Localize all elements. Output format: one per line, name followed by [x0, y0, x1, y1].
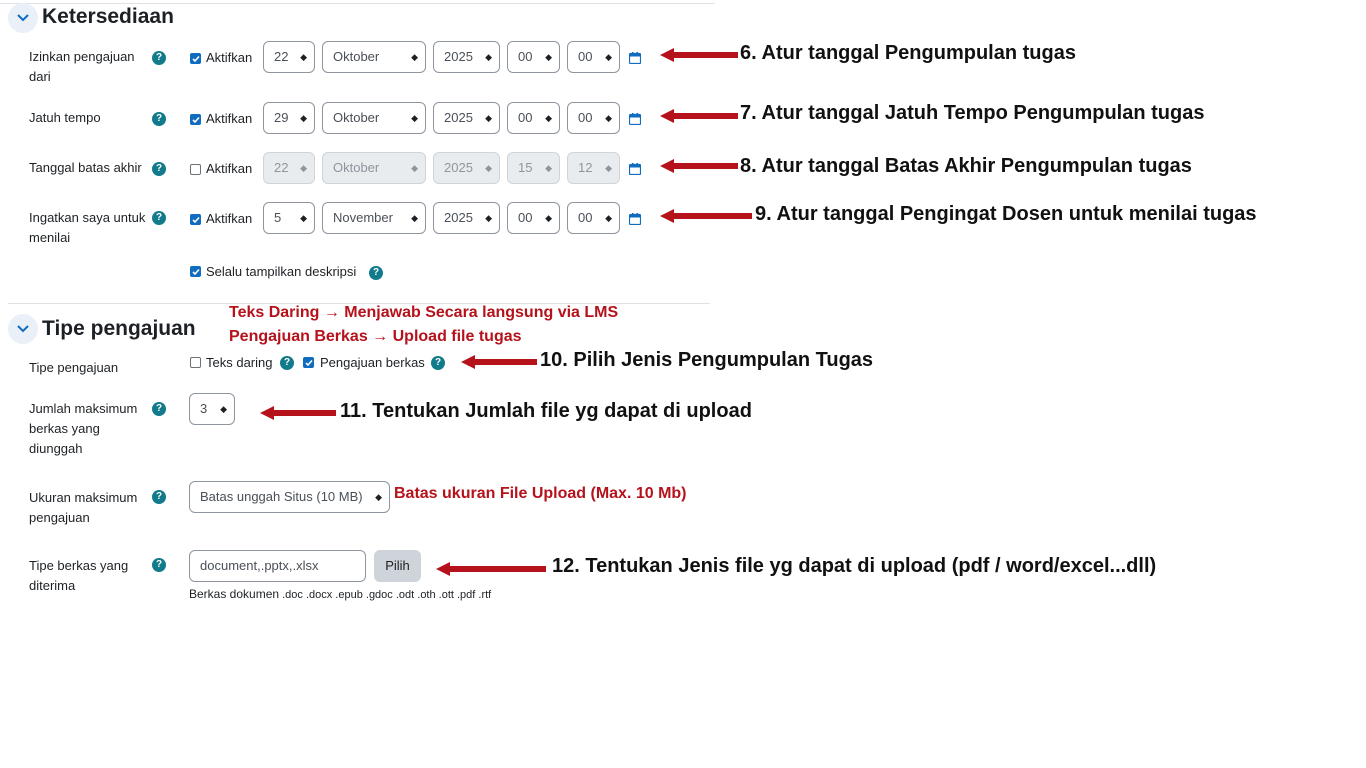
sort-arrows-icon: ◆	[220, 404, 227, 414]
sort-arrows-icon: ◆	[485, 52, 492, 62]
enable-checkbox[interactable]	[190, 214, 201, 225]
help-icon[interactable]: ?	[280, 356, 294, 370]
hour-value: 00	[518, 110, 533, 125]
sort-arrows-icon: ◆	[300, 213, 307, 223]
month-select[interactable]	[322, 41, 426, 73]
help-icon[interactable]: ?	[152, 490, 166, 504]
year-value: 2025	[444, 160, 473, 175]
year-select[interactable]	[433, 202, 500, 234]
help-icon[interactable]: ?	[152, 112, 166, 126]
annotation-6: 6. Atur tanggal Pengumpulan tugas	[740, 42, 1076, 64]
max-files-value: 3	[200, 401, 208, 416]
month-select[interactable]	[322, 152, 426, 184]
day-value: 22	[274, 49, 289, 64]
annotation-7: 7. Atur tanggal Jatuh Tempo Pengumpulan tugas	[740, 102, 1205, 124]
top-divider	[0, 3, 715, 4]
chevron-down-icon	[17, 14, 29, 22]
max-size-select[interactable]	[189, 481, 390, 513]
teks-daring-label: Teks daring	[206, 355, 273, 370]
section-toggle-ketersediaan[interactable]	[8, 3, 38, 33]
sort-arrows-icon: ◆	[545, 52, 552, 62]
help-icon[interactable]: ?	[152, 162, 166, 176]
chevron-down-icon	[17, 325, 29, 333]
max-size-label: Ukuran maksimum pengajuan	[29, 490, 138, 525]
minute-value: 00	[578, 110, 593, 125]
calendar-icon[interactable]	[629, 113, 641, 125]
sort-arrows-icon: ◆	[485, 113, 492, 123]
annotation-9: 9. Atur tanggal Pengingat Dosen untuk menilai tugas	[755, 203, 1257, 225]
minute-value: 12	[578, 160, 593, 175]
max-files-select[interactable]	[189, 393, 235, 425]
sort-arrows-icon: ◆	[485, 213, 492, 223]
arrow-left-icon	[660, 48, 738, 62]
minute-value: 00	[578, 210, 593, 225]
enable-label: Aktifkan	[206, 161, 253, 176]
max-files-label: Jumlah maksimum berkas yang diunggah	[29, 401, 138, 456]
minute-value: 00	[578, 49, 593, 64]
enable-label: Aktifkan	[206, 111, 253, 126]
hour-select[interactable]	[507, 41, 560, 73]
file-types-prefix: Berkas dokumen	[189, 587, 280, 601]
enable-checkbox[interactable]	[190, 164, 201, 175]
hour-value: 00	[518, 210, 533, 225]
year-value: 2025	[444, 49, 473, 64]
year-value: 2025	[444, 210, 473, 225]
date-row-label: Jatuh tempo	[29, 110, 101, 125]
calendar-icon[interactable]	[629, 213, 641, 225]
sort-arrows-icon: ◆	[300, 113, 307, 123]
day-select[interactable]	[263, 152, 315, 184]
section-title-tipe-pengajuan: Tipe pengajuan	[42, 317, 196, 340]
year-value: 2025	[444, 110, 473, 125]
hour-select[interactable]	[507, 102, 560, 134]
date-row-label: Izinkan pengajuan dari	[29, 49, 135, 84]
check-icon	[305, 359, 313, 367]
minute-select[interactable]	[567, 152, 620, 184]
help-icon[interactable]: ?	[431, 356, 445, 370]
annotation-10: 10. Pilih Jenis Pengumpulan Tugas	[540, 349, 874, 371]
annotation-11: 11. Tentukan Jumlah file yg dapat di upload	[340, 400, 752, 422]
day-value: 5	[274, 210, 282, 225]
annotation-max-size: Batas ukuran File Upload (Max. 10 Mb)	[394, 485, 687, 502]
max-size-value: Batas unggah Situs (10 MB)	[200, 489, 363, 504]
date-row-label: Tanggal batas akhir	[29, 160, 142, 175]
day-value: 29	[274, 110, 289, 125]
enable-label: Aktifkan	[206, 211, 253, 226]
help-icon[interactable]: ?	[152, 51, 166, 65]
sort-arrows-icon: ◆	[545, 213, 552, 223]
arrow-left-icon	[461, 355, 537, 369]
sort-arrows-icon: ◆	[605, 163, 612, 173]
help-icon[interactable]: ?	[369, 266, 383, 280]
minute-select[interactable]	[567, 202, 620, 234]
section-toggle-tipe-pengajuan[interactable]	[8, 314, 38, 344]
sort-arrows-icon: ◆	[605, 113, 612, 123]
check-icon	[192, 55, 200, 63]
sort-arrows-icon: ◆	[375, 492, 382, 502]
hour-select[interactable]	[507, 202, 560, 234]
date-row-label: Ingatkan saya untuk menilai	[29, 210, 146, 245]
hour-value: 00	[518, 49, 533, 64]
sort-arrows-icon: ◆	[411, 213, 418, 223]
arrow-left-icon	[660, 209, 752, 223]
help-icon[interactable]: ?	[152, 211, 166, 225]
month-value: Oktober	[333, 110, 380, 125]
year-select[interactable]	[433, 152, 500, 184]
pengajuan-berkas-checkbox[interactable]	[303, 357, 314, 368]
enable-checkbox[interactable]	[190, 53, 201, 64]
sort-arrows-icon: ◆	[300, 163, 307, 173]
sort-arrows-icon: ◆	[411, 163, 418, 173]
sort-arrows-icon: ◆	[485, 163, 492, 173]
day-value: 22	[274, 160, 289, 175]
arrow-left-icon	[660, 109, 738, 123]
sort-arrows-icon: ◆	[411, 113, 418, 123]
day-select[interactable]	[263, 102, 315, 134]
month-value: November	[333, 210, 393, 225]
check-icon	[192, 216, 200, 224]
calendar-icon[interactable]	[629, 52, 641, 64]
annotation-pengajuan-berkas: Pengajuan Berkas → Upload file tugas	[229, 328, 522, 345]
year-select[interactable]	[433, 102, 500, 134]
sort-arrows-icon: ◆	[605, 213, 612, 223]
hour-value: 15	[518, 160, 533, 175]
file-types-label: Tipe berkas yang diterima	[29, 558, 129, 593]
always-show-desc-label: Selalu tampilkan deskripsi	[206, 264, 357, 279]
arrow-left-icon	[436, 562, 546, 576]
arrow-left-icon	[660, 159, 738, 173]
calendar-icon[interactable]	[629, 163, 641, 175]
month-select[interactable]	[322, 102, 426, 134]
sort-arrows-icon: ◆	[545, 113, 552, 123]
annotation-teks-daring: Teks Daring → Menjawab Secara langsung via LMS	[229, 304, 619, 321]
file-types-list: .doc .docx .epub .gdoc .odt .oth .ott .pdf .rtf	[282, 589, 492, 601]
check-icon	[192, 268, 200, 276]
sort-arrows-icon: ◆	[300, 52, 307, 62]
help-icon[interactable]: ?	[152, 558, 166, 572]
enable-label: Aktifkan	[206, 50, 253, 65]
hour-select[interactable]	[507, 152, 560, 184]
file-types-hint	[189, 587, 491, 601]
choose-file-types-button[interactable]: Pilih	[374, 550, 421, 582]
month-select[interactable]	[322, 202, 426, 234]
section-title-ketersediaan: Ketersediaan	[42, 5, 174, 28]
check-icon	[192, 116, 200, 124]
annotation-12: 12. Tentukan Jenis file yg dapat di upload (pdf / word/excel...dll)	[552, 555, 1157, 577]
teks-daring-checkbox[interactable]	[190, 357, 201, 368]
minute-select[interactable]	[567, 41, 620, 73]
pengajuan-berkas-label: Pengajuan berkas	[320, 355, 425, 370]
sort-arrows-icon: ◆	[411, 52, 418, 62]
arrow-left-icon	[260, 406, 336, 420]
help-icon[interactable]: ?	[152, 402, 166, 416]
day-select[interactable]	[263, 202, 315, 234]
annotation-8: 8. Atur tanggal Batas Akhir Pengumpulan tugas	[740, 155, 1192, 177]
sort-arrows-icon: ◆	[605, 52, 612, 62]
day-select[interactable]	[263, 41, 315, 73]
submission-type-label: Tipe pengajuan	[29, 360, 119, 375]
sort-arrows-icon: ◆	[545, 163, 552, 173]
file-types-input[interactable]: document,.pptx,.xlsx	[189, 550, 366, 582]
always-show-desc-checkbox[interactable]	[190, 266, 201, 277]
enable-checkbox[interactable]	[190, 114, 201, 125]
month-value: Oktober	[333, 160, 380, 175]
minute-select[interactable]	[567, 102, 620, 134]
month-value: Oktober	[333, 49, 380, 64]
year-select[interactable]	[433, 41, 500, 73]
